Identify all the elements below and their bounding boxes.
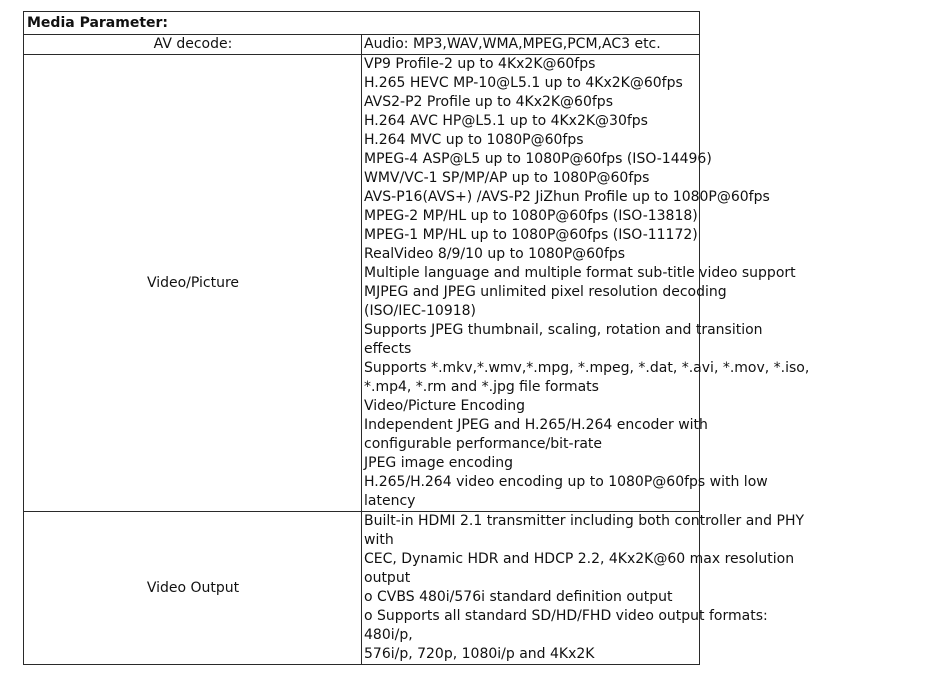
media-parameter-table bbox=[23, 11, 810, 665]
video-picture-line: MPEG-2 MP/HL up to 1080P@60fps (ISO-13818) bbox=[364, 208, 698, 224]
video-picture-line: MPEG-1 MP/HL up to 1080P@60fps (ISO-11172) bbox=[364, 227, 698, 243]
video-picture-label: Video/Picture bbox=[24, 55, 362, 512]
av-decode-label: AV decode: bbox=[24, 35, 362, 55]
video-output-line: 480i/p, bbox=[364, 627, 413, 643]
video-output-line: Built-in HDMI 2.1 transmitter including both controller and PHY bbox=[364, 513, 805, 529]
table-header-row bbox=[24, 12, 700, 35]
section-title: Media Parameter: bbox=[24, 12, 700, 35]
video-picture-line: Video/Picture Encoding bbox=[364, 398, 526, 414]
video-picture-line: Supports JPEG thumbnail, scaling, rotation and transition bbox=[364, 322, 763, 338]
video-picture-line: RealVideo 8/9/10 up to 1080P@60fps bbox=[364, 246, 626, 262]
av-decode-row bbox=[24, 35, 700, 55]
video-picture-line: Supports *.mkv,*.wmv,*.mpg, *.mpeg, *.dat, *.avi, *.mov, *.iso, bbox=[364, 360, 810, 376]
video-picture-line: AVS-P16(AVS+) /AVS-P2 JiZhun Profile up to 1080P@60fps bbox=[364, 189, 770, 205]
video-picture-line: (ISO/IEC-10918) bbox=[364, 303, 477, 319]
video-picture-row bbox=[24, 55, 700, 512]
video-picture-line: H.265/H.264 video encoding up to 1080P@60fps with low bbox=[364, 474, 768, 490]
video-picture-line: configurable performance/bit-rate bbox=[364, 436, 603, 452]
video-picture-line: AVS2-P2 Profile up to 4Kx2K@60fps bbox=[364, 94, 613, 110]
video-picture-line: Independent JPEG and H.265/H.264 encoder with bbox=[364, 417, 708, 433]
video-output-line: o Supports all standard SD/HD/FHD video output formats: bbox=[364, 608, 768, 624]
video-picture-line: effects bbox=[364, 341, 412, 357]
video-picture-line: MPEG-4 ASP@L5 up to 1080P@60fps (ISO-14496) bbox=[364, 151, 712, 167]
video-output-line: CEC, Dynamic HDR and HDCP 2.2, 4Kx2K@60 max resolution bbox=[364, 551, 795, 567]
video-picture-line: *.mp4, *.rm and *.jpg file formats bbox=[364, 379, 599, 395]
video-output-value bbox=[362, 512, 805, 665]
video-picture-value bbox=[362, 55, 810, 512]
video-output-row bbox=[24, 512, 700, 665]
video-output-label: Video Output bbox=[24, 512, 362, 665]
video-picture-line: MJPEG and JPEG unlimited pixel resolution decoding bbox=[364, 284, 727, 300]
video-picture-line: Multiple language and multiple format sub-title video support bbox=[364, 265, 796, 281]
video-output-line: o CVBS 480i/576i standard definition output bbox=[364, 589, 673, 605]
video-picture-line: H.265 HEVC MP-10@L5.1 up to 4Kx2K@60fps bbox=[364, 75, 683, 91]
av-decode-text: Audio: MP3,WAV,WMA,MPEG,PCM,AC3 etc. bbox=[364, 36, 661, 52]
video-output-line: with bbox=[364, 532, 394, 548]
video-picture-line: JPEG image encoding bbox=[364, 455, 514, 471]
video-picture-line: VP9 Profile-2 up to 4Kx2K@60fps bbox=[364, 56, 596, 72]
video-picture-line: WMV/VC-1 SP/MP/AP up to 1080P@60fps bbox=[364, 170, 650, 186]
video-picture-line: latency bbox=[364, 493, 416, 509]
video-picture-line: H.264 MVC up to 1080P@60fps bbox=[364, 132, 584, 148]
video-picture-line: H.264 AVC HP@L5.1 up to 4Kx2K@30fps bbox=[364, 113, 648, 129]
video-output-line: 576i/p, 720p, 1080i/p and 4Kx2K bbox=[364, 646, 595, 662]
video-output-line: output bbox=[364, 570, 411, 586]
av-decode-value bbox=[362, 35, 700, 55]
